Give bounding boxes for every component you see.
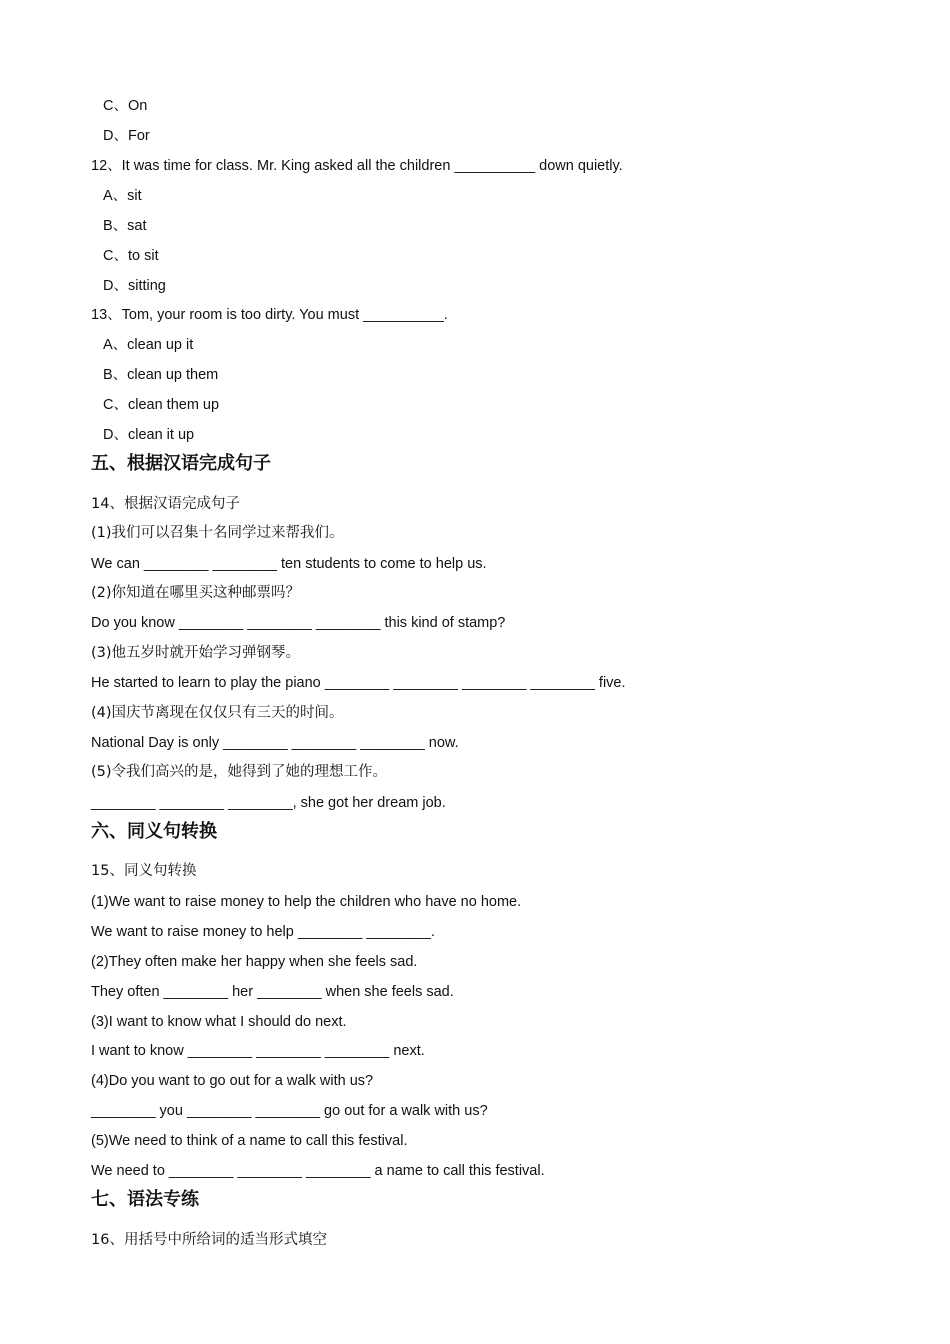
q13-option-a: A、clean up it bbox=[103, 337, 194, 353]
q13-option-d: D、clean it up bbox=[103, 427, 195, 443]
section-heading-5: 五、根据汉语完成句子 bbox=[91, 453, 271, 474]
q13-option-c: C、clean them up bbox=[103, 397, 220, 413]
q13-stem: 13、Tom, your room is too dirty. You must __________. bbox=[91, 307, 448, 323]
q15-item-2-source: (2)They often make her happy when she feels sad. bbox=[91, 954, 418, 970]
q12-option-a: A、sit bbox=[103, 188, 142, 204]
section-heading-7: 七、语法专练 bbox=[91, 1189, 199, 1210]
q13-option-b: B、clean up them bbox=[103, 367, 219, 383]
q14-item-1-chinese: (1)我们可以召集十名同学过来帮我们。 bbox=[91, 525, 344, 541]
q15-item-5-target: We need to ________ ________ ________ a name to call this festival. bbox=[91, 1163, 545, 1179]
q15-item-3-source: (3)I want to know what I should do next. bbox=[91, 1014, 347, 1030]
q14-item-2-english: Do you know ________ ________ ________ this kind of stamp? bbox=[91, 615, 506, 631]
q14-item-5-english: ________ ________ ________, she got her dream job. bbox=[91, 795, 446, 811]
q14-item-4-english: National Day is only ________ ________ ________ now. bbox=[91, 735, 459, 751]
q14-item-4-chinese: (4)国庆节离现在仅仅只有三天的时间。 bbox=[91, 705, 344, 721]
q15-item-2-target: They often ________ her ________ when she feels sad. bbox=[91, 984, 454, 1000]
q12-option-d: D、sitting bbox=[103, 278, 166, 294]
q15-item-4-source: (4)Do you want to go out for a walk with us? bbox=[91, 1073, 374, 1089]
q15-item-3-target: I want to know ________ ________ ________ next. bbox=[91, 1043, 425, 1059]
q14-title: 14、根据汉语完成句子 bbox=[91, 496, 240, 512]
q14-item-3-chinese: (3)他五岁时就开始学习弹钢琴。 bbox=[91, 645, 301, 661]
q12-stem: 12、It was time for class. Mr. King asked all the children __________ down quietly. bbox=[91, 158, 623, 174]
q14-item-3-english: He started to learn to play the piano ________ ________ ________ ________ five. bbox=[91, 675, 626, 691]
q14-item-2-chinese: (2)你知道在哪里买这种邮票吗？ bbox=[91, 585, 301, 601]
q15-item-4-target: ________ you ________ ________ go out for a walk with us? bbox=[91, 1103, 488, 1119]
q14-item-5-chinese: (5)令我们高兴的是，她得到了她的理想工作。 bbox=[91, 764, 388, 780]
q11-option-c: C、On bbox=[103, 98, 148, 114]
q12-option-c: C、to sit bbox=[103, 248, 159, 264]
q14-item-1-english: We can ________ ________ ten students to come to help us. bbox=[91, 556, 487, 572]
q11-option-d: D、For bbox=[103, 128, 150, 144]
q15-item-1-target: We want to raise money to help ________ ________. bbox=[91, 924, 435, 940]
q15-item-1-source: (1)We want to raise money to help the children who have no home. bbox=[91, 894, 522, 910]
section-heading-6: 六、同义句转换 bbox=[91, 821, 217, 842]
q15-title: 15、同义句转换 bbox=[91, 863, 197, 879]
q12-option-b: B、sat bbox=[103, 218, 147, 234]
q15-item-5-source: (5)We need to think of a name to call this festival. bbox=[91, 1133, 408, 1149]
q16-title: 16、用括号中所给词的适当形式填空 bbox=[91, 1232, 327, 1248]
